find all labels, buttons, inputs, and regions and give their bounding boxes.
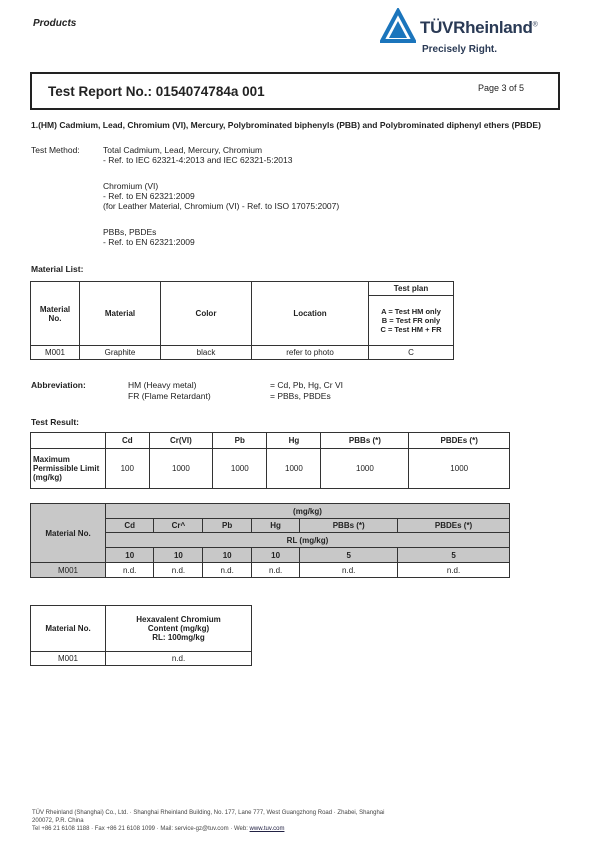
table-row [31,563,510,578]
limit-value: 1000 [267,449,321,489]
col-header-location: Location [252,282,369,346]
col-header-material: Material [80,282,161,346]
results-col-header: PBBs (*) [300,519,398,533]
tuv-rheinland-logo [380,8,565,58]
results-col-header: Hg [251,519,299,533]
logo-wordmark: TÜVRheinland® [420,18,538,37]
hex-value: n.d. [106,652,252,666]
footer-address-2: 200072, P.R. China [32,818,84,824]
rl-value: 5 [398,548,510,563]
test-method-label: Test Method: [31,145,80,155]
cell-material: Graphite [80,346,161,360]
hex-material-no-header: Material No. [31,606,106,652]
result-value: n.d. [106,563,154,578]
hex-header-line: Hexavalent Chromium [136,615,221,624]
results-col-header: PBDEs (*) [398,519,510,533]
hex-header-line: RL: 100mg/kg [152,633,205,642]
hexavalent-chromium-table [30,605,252,666]
test-method-line: - Ref. to EN 62321:2009 [103,191,195,201]
limit-value: 1000 [409,449,510,489]
table-row [31,346,454,360]
limits-col-header: PBBs (*) [321,433,409,449]
table-row [31,449,510,489]
result-value: n.d. [398,563,510,578]
test-method-line: Total Cadmium, Lead, Mercury, Chromium [103,145,263,155]
footer-web-link[interactable]: www.tuv.com [249,826,285,832]
test-result-label: Test Result: [31,417,80,427]
test-method-line: - Ref. to IEC 62321-4:2013 and IEC 62321-5:2013 [103,155,293,165]
hex-header-line: Content (mg/kg) [147,624,210,633]
limit-value: 1000 [321,449,409,489]
rl-value: 10 [106,548,154,563]
footer-address: TÜV Rheinland (Shanghai) Co., Ltd. · Shanghai Rheinland Building, No. 177, Lane 777, West Guangzhong Road · Zhabei, Shanghai [32,810,385,816]
material-list-label: Material List: [31,264,84,274]
section-title: 1.(HM) Cadmium, Lead, Chromium (VI), Mercury, Polybrominated biphenyls (PBB) and Polybrominated diphenyl ethers (PBDE) [31,120,541,130]
limits-row-label: Maximum Permissible Limit (mg/kg) [31,449,106,489]
col-header-color: Color [161,282,252,346]
cell-color: black [161,346,252,360]
limits-col-header: Pb [213,433,267,449]
abbreviation-label: Abbreviation: [31,380,86,390]
test-method-line: Chromium (VI) [103,181,159,191]
results-col-header: Cr^ [154,519,203,533]
results-col-header: Cd [106,519,154,533]
abbr-term: HM (Heavy metal) [128,380,197,390]
rl-value: 10 [203,548,251,563]
cell-location: refer to photo [252,346,369,360]
results-unit-header: (mg/kg) [106,504,510,519]
limits-col-header: Cd [106,433,150,449]
cell-test-plan: C [369,346,454,360]
limits-table [30,432,510,489]
col-header-material-no: Material No. [31,282,80,346]
test-method-line: - Ref. to EN 62321:2009 [103,237,195,247]
results-rl-header: RL (mg/kg) [106,533,510,548]
result-value: n.d. [154,563,203,578]
page-footer [32,809,562,833]
result-material-no: M001 [31,563,106,578]
abbr-meaning: = Cd, Pb, Hg, Cr VI [270,380,343,390]
limits-col-header: Cr(VI) [149,433,213,449]
rl-value: 5 [300,548,398,563]
test-method-line: (for Leather Material, Chromium (VI) - Ref. to ISO 17075:2007) [103,201,340,211]
abbr-meaning: = PBBs, PBDEs [270,391,331,401]
limits-col-header: Hg [267,433,321,449]
rl-value: 10 [251,548,299,563]
legend-line: A = Test HM only [381,307,441,316]
results-col-header: Pb [203,519,251,533]
limit-value: 1000 [213,449,267,489]
logo-tagline: Precisely Right. [422,44,498,55]
col-header-test-plan: Test plan [369,282,454,296]
footer-contact [32,825,562,833]
limit-value: 1000 [149,449,213,489]
hex-content-header [106,606,252,652]
triangle-logo-icon [380,8,416,44]
limit-value: 100 [106,449,150,489]
test-plan-legend [369,296,454,346]
products-label: Products [33,18,77,29]
results-material-no-header: Material No. [31,504,106,563]
result-value: n.d. [300,563,398,578]
test-method-line: PBBs, PBDEs [103,227,157,237]
material-list-table [30,281,454,360]
abbr-term: FR (Flame Retardant) [128,391,211,401]
page-number: Page 3 of 5 [477,83,524,93]
footer-contact-text: Tel +86 21 6108 1188 · Fax +86 21 6108 1099 · Mail: service-gz@tuv.com · Web: [32,826,250,832]
table-row [31,652,252,666]
result-value: n.d. [251,563,299,578]
rl-value: 10 [154,548,203,563]
report-header-box [30,72,560,110]
limits-col-header: PBDEs (*) [409,433,510,449]
legend-line: C = Test HM + FR [380,325,442,334]
report-title: Test Report No.: 0154074784a 001 [48,84,265,99]
results-table [30,503,510,578]
legend-line: B = Test FR only [381,316,441,325]
result-value: n.d. [203,563,251,578]
limits-corner [31,433,106,449]
cell-material-no: M001 [31,346,80,360]
hex-material-no: M001 [31,652,106,666]
